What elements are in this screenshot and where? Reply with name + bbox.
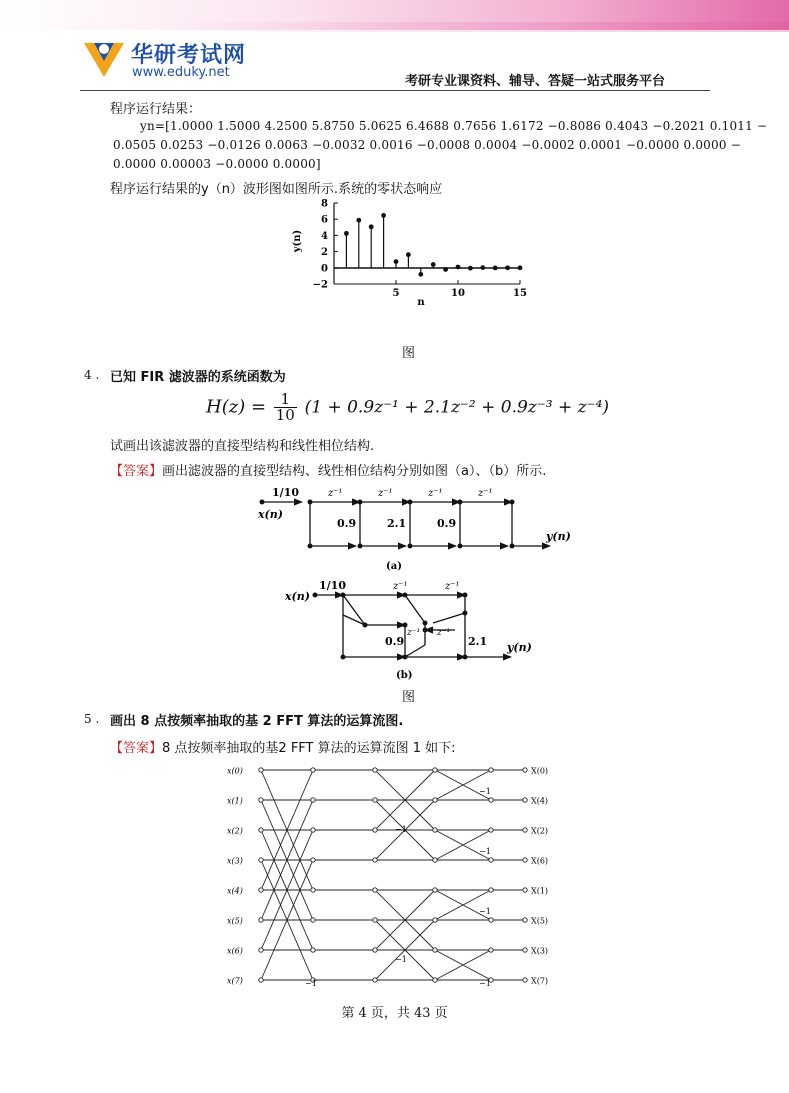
fft-input-label: x(5) — [227, 916, 243, 926]
stem-point — [369, 224, 374, 229]
q5-answer-text: 8 点按频率抽取的基2 FFT 算法的运算流图 1 如下: — [162, 741, 456, 756]
fig-b-delay-2: z⁻¹ — [445, 581, 460, 592]
fig-a-input: x(n) — [258, 508, 283, 521]
fft-node — [523, 918, 527, 922]
stem-point — [456, 265, 461, 270]
fig-a-coef-1: 0.9 — [337, 517, 357, 530]
chart-ytick-label: 6 — [321, 214, 328, 226]
stem-point — [493, 266, 498, 271]
result-line-2: 0.0505 0.0253 −0.0126 0.0063 −0.0032 0.0016 −0.0008 0.0004 −0.0002 0.0001 −0.0000 0.0000 − — [113, 138, 741, 152]
fft-node — [311, 918, 315, 922]
fft-node — [259, 828, 263, 832]
fft-neg-one-label: −1 — [479, 979, 491, 988]
header-divider — [80, 90, 710, 91]
stem-point — [468, 266, 473, 271]
stem-point — [480, 265, 485, 270]
fft-flow-graph — [225, 760, 565, 995]
chart-ytick-label: −2 — [312, 279, 328, 291]
stem-point — [406, 252, 411, 257]
chart-ytick-label: 4 — [321, 230, 328, 242]
fft-input-label: x(3) — [227, 856, 243, 866]
fft-input-label: x(1) — [227, 796, 243, 806]
q4-formula — [206, 392, 609, 423]
chart-ytick-label: 8 — [321, 198, 328, 210]
fft-node — [489, 858, 493, 862]
fft-node — [373, 798, 377, 802]
fig-a-label: (a) — [386, 561, 402, 572]
stem-chart — [290, 195, 540, 310]
fig-b-label: (b) — [396, 670, 413, 681]
fft-input-label: x(6) — [227, 946, 243, 956]
fft-node — [259, 858, 263, 862]
stem-point — [381, 213, 386, 218]
stem-point — [344, 231, 349, 236]
fft-node — [489, 768, 493, 772]
result-note: 程序运行结果的y（n）波形图如图所示.系统的零状态响应 — [110, 182, 443, 197]
fig-a-coef-2: 2.1 — [387, 517, 407, 530]
fft-output-label: X(0) — [531, 766, 549, 776]
fft-node — [311, 828, 315, 832]
fft-node — [523, 828, 527, 832]
fft-node — [433, 948, 437, 952]
header-tagline: 考研专业课资料、辅导、答疑一站式服务平台 — [405, 74, 666, 89]
chart-xlabel: n — [417, 297, 425, 308]
fig-b-delay-3: z⁻¹ — [407, 628, 421, 638]
fig-b-delay-1: z⁻¹ — [393, 581, 408, 592]
fft-node — [259, 978, 263, 982]
fft-node — [433, 978, 437, 982]
fft-node — [489, 948, 493, 952]
fft-node — [489, 918, 493, 922]
q5-answer — [110, 737, 456, 756]
fft-node — [373, 918, 377, 922]
header-band-shade — [0, 22, 789, 32]
page-number: 第 4 页，共 43 页 — [341, 1006, 448, 1021]
fft-node — [373, 888, 377, 892]
fft-node — [311, 948, 315, 952]
chart-xtick-label: 10 — [451, 288, 465, 299]
fft-neg-one-label: −1 — [479, 847, 491, 856]
fig-a-delay-2: z⁻¹ — [378, 488, 393, 499]
fft-node — [523, 798, 527, 802]
stem-point — [518, 265, 523, 270]
fig-a-gain: 1/10 — [272, 486, 299, 499]
stem-point — [418, 272, 423, 277]
q5-answer-tag: 【答案】 — [110, 741, 163, 756]
fft-input-label: x(2) — [227, 826, 243, 836]
fft-neg-one-label: −1 — [395, 825, 407, 834]
fft-node — [259, 798, 263, 802]
q4-answer — [110, 460, 546, 479]
fft-input-label: x(4) — [227, 886, 243, 896]
stem-point — [356, 218, 361, 223]
fft-node — [259, 768, 263, 772]
q4-number: 4 . — [84, 368, 100, 382]
fft-node — [523, 948, 527, 952]
brand-url: www.eduky.net — [132, 65, 230, 80]
fft-node — [373, 978, 377, 982]
fft-node — [523, 768, 527, 772]
q4-frac-num: 1 — [274, 392, 297, 408]
fig-b-coef-1: 0.9 — [385, 635, 405, 648]
fft-neg-one-label: −1 — [479, 907, 491, 916]
q5-title: 画出 8 点按频率抽取的基 2 FFT 算法的运算流图. — [110, 714, 404, 729]
fft-input-label: x(7) — [227, 976, 243, 986]
fig-b-delay-4: z⁻¹ — [437, 628, 451, 638]
fft-output-label: X(5) — [531, 916, 549, 926]
fft-output-label: X(7) — [531, 976, 549, 986]
fft-node — [373, 768, 377, 772]
q4-title: 已知 FIR 滤波器的系统函数为 — [110, 370, 286, 385]
chart-ylabel: y(n) — [292, 229, 303, 253]
fft-neg-one-label: −1 — [395, 955, 407, 964]
brand-name: 华研考试网 — [131, 43, 247, 68]
chart-ytick-label: 2 — [321, 247, 328, 259]
fft-node — [311, 768, 315, 772]
fft-input-label: x(0) — [227, 766, 243, 776]
result-label: 程序运行结果： — [110, 102, 202, 117]
chart-caption: 图 — [402, 346, 416, 361]
fft-node — [523, 978, 527, 982]
fft-node — [311, 888, 315, 892]
fig-b-output: y(n) — [507, 641, 532, 654]
fft-node — [433, 768, 437, 772]
fft-neg-one-label: −1 — [305, 979, 317, 988]
q4-formula-lhs: H(z) = — [206, 396, 267, 418]
fft-neg-one-label: −1 — [479, 787, 491, 796]
fft-output-label: X(2) — [531, 826, 549, 836]
fft-node — [489, 888, 493, 892]
fft-node — [433, 888, 437, 892]
fig-a-delay-4: z⁻¹ — [478, 488, 493, 499]
fft-node — [489, 828, 493, 832]
fft-node — [433, 918, 437, 922]
fft-node — [433, 858, 437, 862]
fft-node — [489, 798, 493, 802]
fig-a-output: y(n) — [546, 530, 571, 543]
fft-node — [373, 828, 377, 832]
fft-output-label: X(6) — [531, 856, 549, 866]
fig-b-input: x(n) — [285, 590, 310, 603]
fig-a-delay-3: z⁻¹ — [428, 488, 443, 499]
fft-node — [311, 798, 315, 802]
chart-xtick-label: 5 — [392, 288, 400, 299]
q4-caption: 图 — [402, 690, 416, 705]
logo-icon — [82, 37, 126, 81]
fft-node — [373, 858, 377, 862]
fft-output-label: X(4) — [531, 796, 549, 806]
stem-point — [443, 267, 448, 272]
chart-xtick-label: 15 — [513, 288, 527, 299]
fft-output-label: X(1) — [531, 886, 549, 896]
q4-answer-text: 画出滤波器的直接型结构、线性相位结构分别如图（a）、（b）所示. — [162, 464, 547, 479]
stem-point — [394, 259, 399, 264]
stem-point — [505, 265, 510, 270]
fir-direct-form-diagram — [250, 482, 580, 572]
fig-a-coef-3: 0.9 — [437, 517, 457, 530]
q4-instruction: 试画出该滤波器的直接型结构和线性相位结构. — [110, 439, 375, 454]
fig-b-gain: 1/10 — [319, 579, 346, 592]
fft-node — [373, 948, 377, 952]
stem-point — [431, 262, 436, 267]
fft-node — [259, 948, 263, 952]
q4-formula-rhs: (1 + 0.9z⁻¹ + 2.1z⁻² + 0.9z⁻³ + z⁻⁴) — [304, 397, 609, 418]
fft-output-label: X(3) — [531, 946, 549, 956]
result-line-3: 0.0000 0.00003 −0.0000 0.0000] — [113, 157, 321, 171]
fir-linear-phase-diagram — [285, 575, 545, 683]
fft-node — [259, 918, 263, 922]
fig-b-coef-2: 2.1 — [468, 635, 488, 648]
fft-node — [523, 888, 527, 892]
fft-node — [523, 858, 527, 862]
fft-node — [433, 828, 437, 832]
q4-answer-tag: 【答案】 — [110, 464, 163, 479]
q4-frac-den: 10 — [275, 406, 295, 424]
q5-number: 5 . — [84, 712, 100, 726]
fig-a-delay-1: z⁻¹ — [328, 488, 343, 499]
fft-node — [259, 888, 263, 892]
fft-node — [311, 858, 315, 862]
chart-ytick-label: 0 — [321, 263, 328, 275]
fft-node — [433, 798, 437, 802]
result-line-1: yn=[1.0000 1.5000 4.2500 5.8750 5.0625 6.4688 0.7656 1.6172 −0.8086 0.4043 −0.2021 0.1011 − — [140, 119, 768, 133]
